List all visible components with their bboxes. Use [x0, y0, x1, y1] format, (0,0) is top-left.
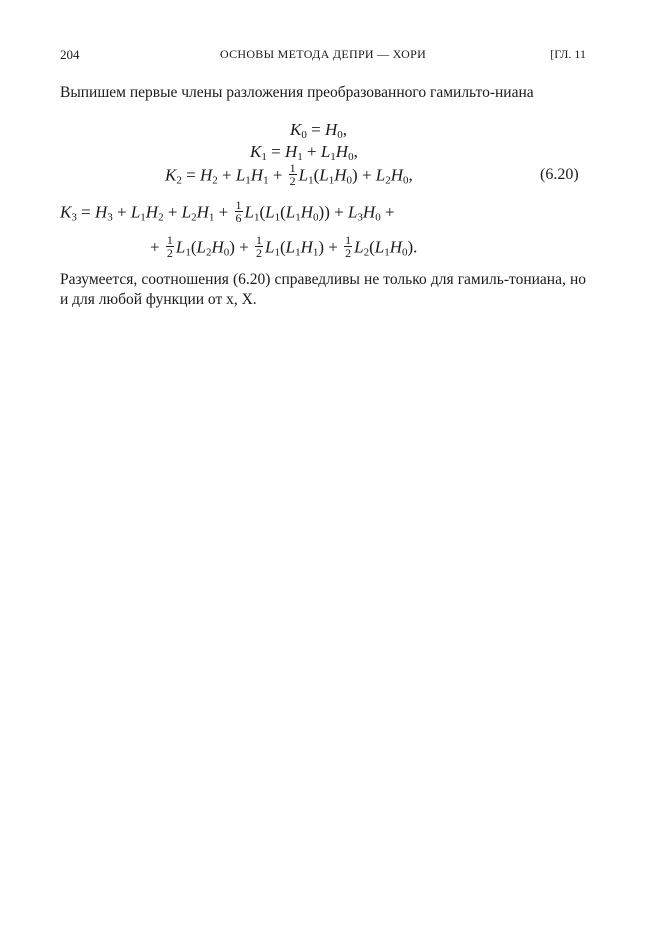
fraction-one-half: $\frac{1}{2}$: [289, 161, 296, 188]
running-title: ОСНОВЫ МЕТОДА ДЕПРИ — ХОРИ: [219, 47, 427, 61]
fraction-one-half: $\frac{1}{2}$: [166, 233, 173, 260]
page-number: 204: [60, 47, 80, 62]
equation-number: (6.20): [540, 166, 579, 183]
equation-k1: $K_1 = H_1 + L_1H_0$,: [250, 142, 358, 163]
conclusion-paragraph: Разумеется, соотношения (6.20) справедливы не только для гамиль-тониана, но и для любой функции от x, X.: [60, 271, 586, 308]
running-header: [60, 47, 586, 67]
fraction-one-sixth: $\frac{1}{6}$: [235, 198, 242, 225]
equation-k3-line1: $K_3 = H_3 + L_1H_2 + L_2H_1$ + $\frac{1}{6}$ $L_1(L_1(L_1H_0)) + L_3H_0$ +: [60, 198, 395, 225]
fraction-one-half: $\frac{1}{2}$: [345, 233, 352, 260]
equation-k3-line2: + $\frac{1}{2}$ $L_1(L_2H_0)$ + $\frac{1}{2}$ $L_1(L_1H_1)$ + $\frac{1}{2}$ $L_2(L_1H_0)$.: [150, 233, 418, 260]
intro-paragraph: Выпишем первые члены разложения преобразованного гамильто-ниана: [60, 84, 534, 101]
chapter-marker: [ГЛ. 11: [550, 47, 586, 61]
fraction-one-half: $\frac{1}{2}$: [255, 233, 262, 260]
equation-k0: $K_0 = H_0$,: [290, 120, 347, 141]
equation-k2: $K_2 = H_2 + L_1H_1$ + $\frac{1}{2}$ $L_1(L_1H_0) + L_2H_0$,: [165, 161, 413, 188]
